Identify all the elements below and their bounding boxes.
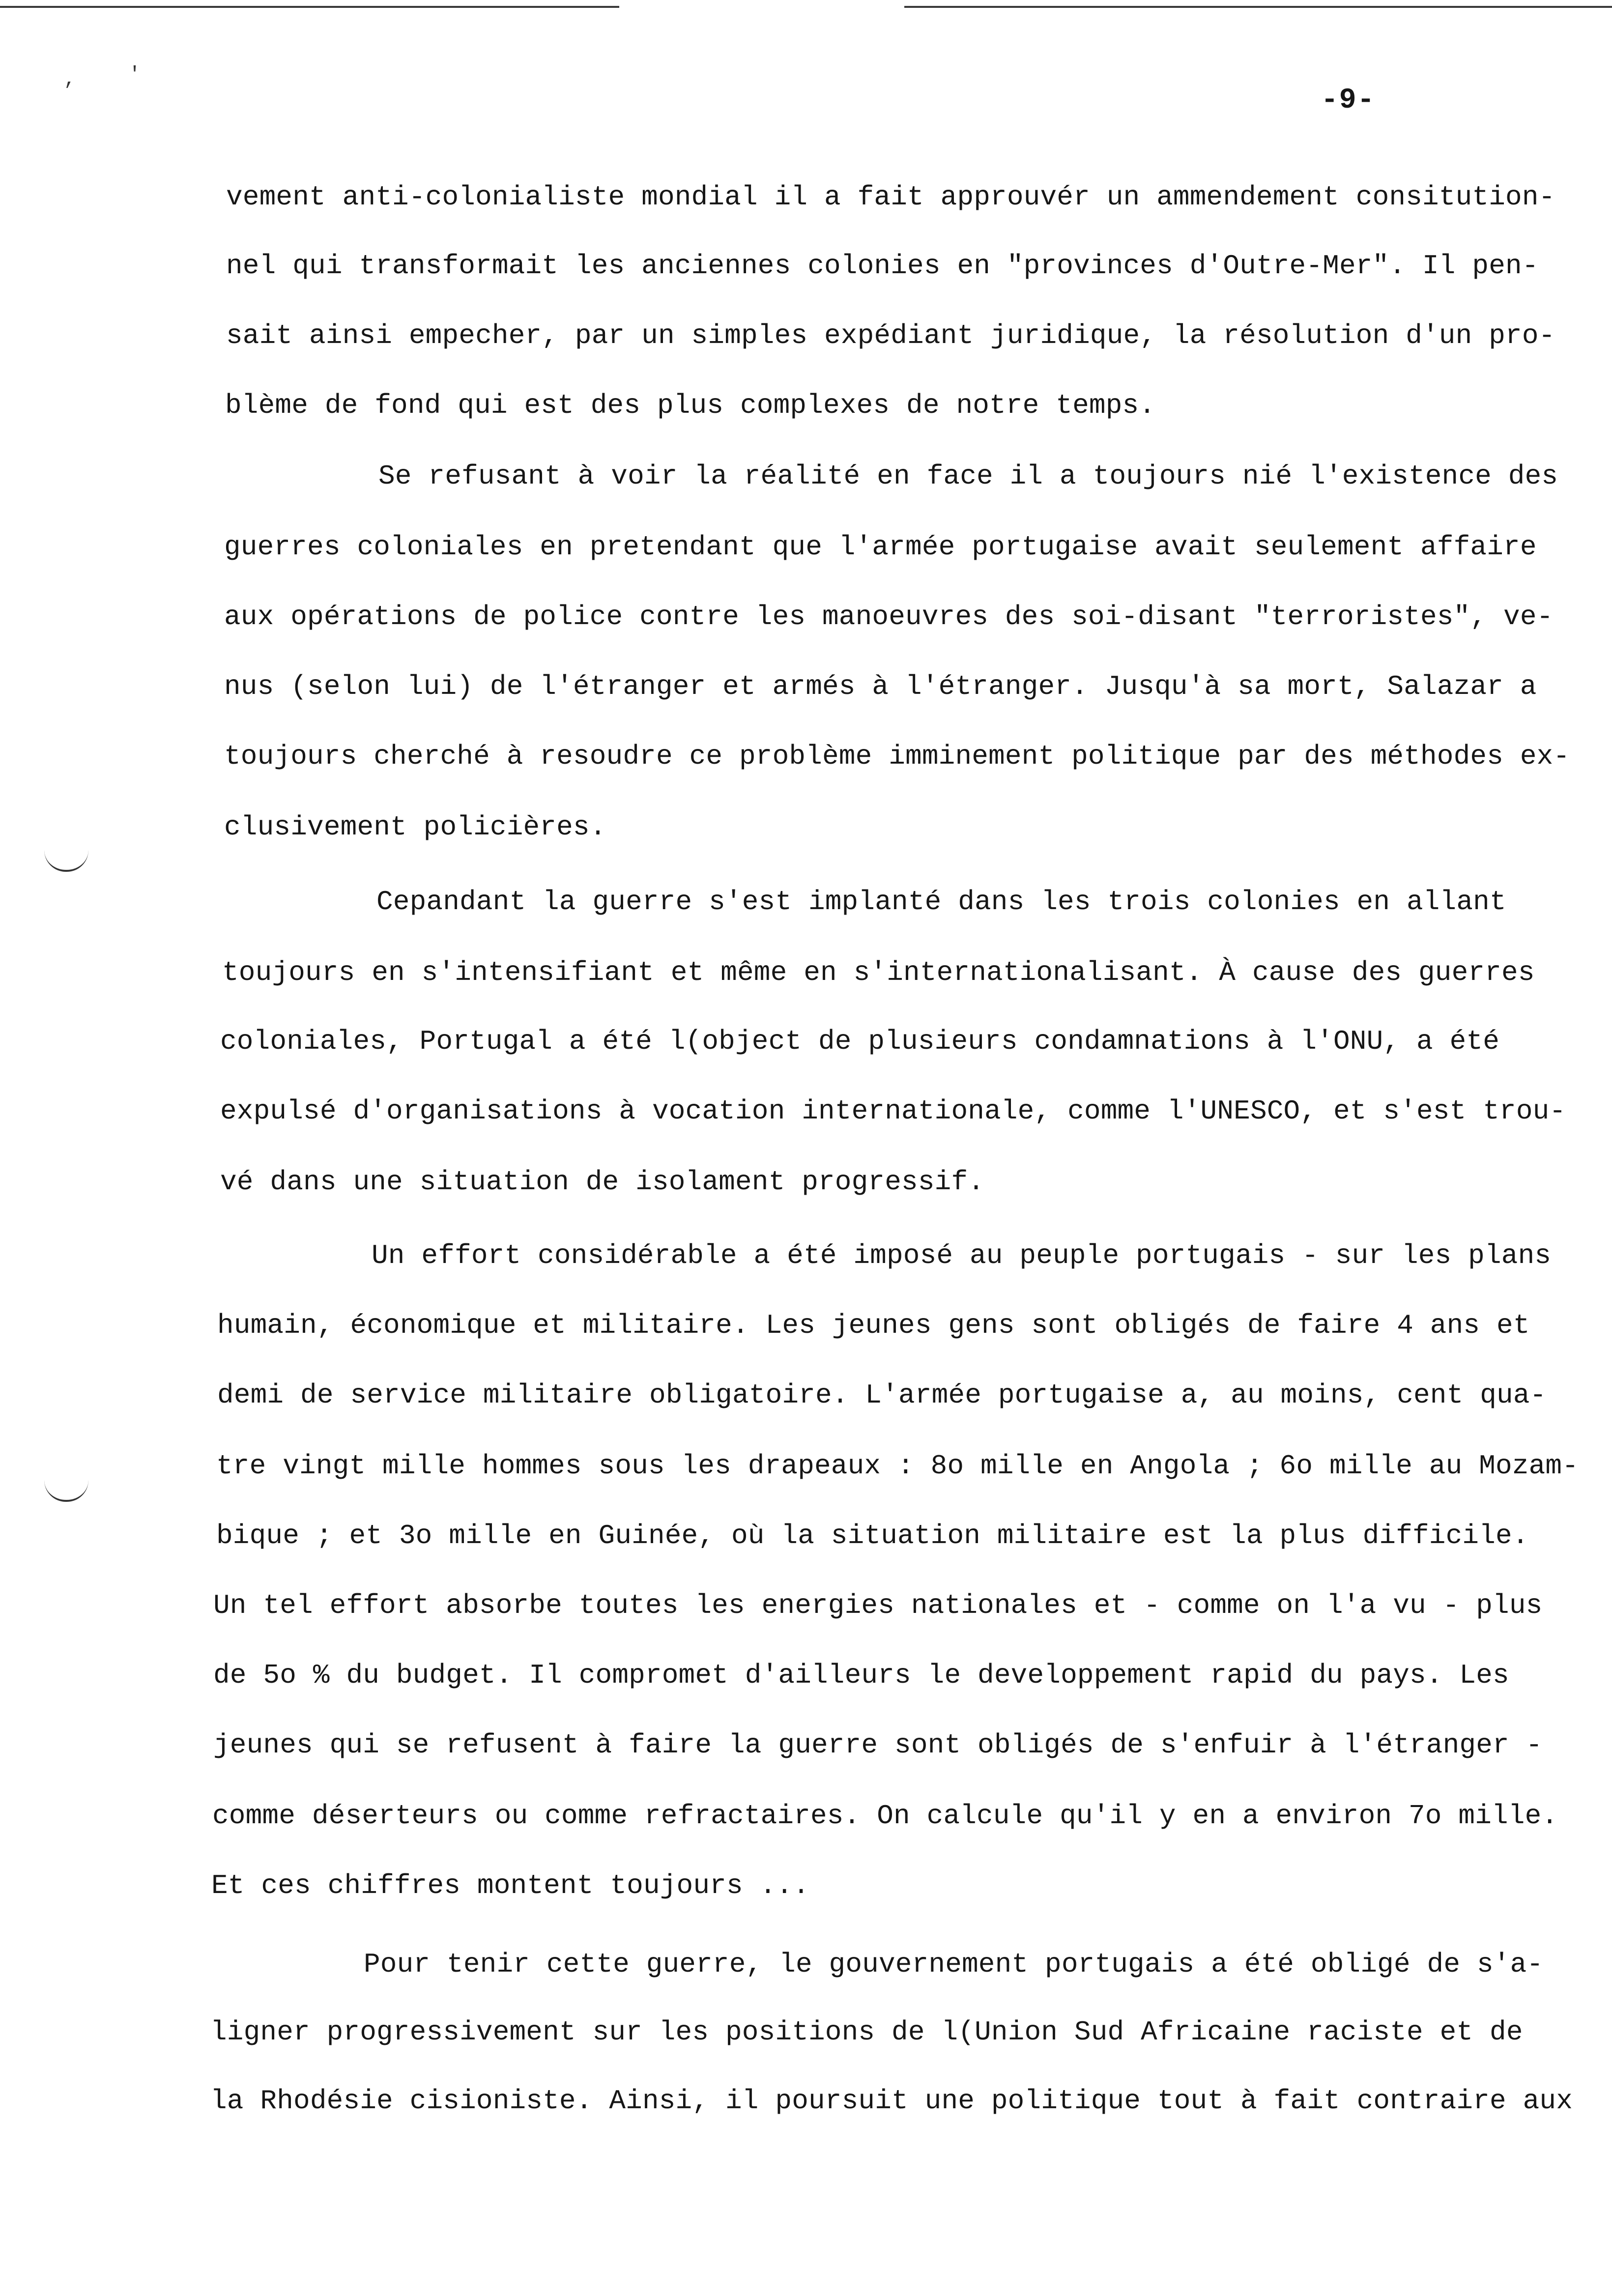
text-line: ligner progressivement sur les positions de l(Union Sud Africaine raciste et de	[210, 2016, 1523, 2048]
text-line: bique ; et 3o mille en Guinée, où la situation militaire est la plus difficile.	[216, 1520, 1529, 1551]
top-rule-right	[904, 6, 1612, 8]
text-line: expulsé d'organisations à vocation internationale, comme l'UNESCO, et s'est trou-	[220, 1095, 1566, 1127]
text-line: nus (selon lui) de l'étranger et armés à l'étranger. Jusqu'à sa mort, Salazar a	[224, 671, 1537, 702]
text-line: guerres coloniales en pretendant que l'armée portugaise avait seulement affaire	[224, 531, 1537, 563]
text-line: nel qui transformait les anciennes colonies en "provinces d'Outre-Mer". Il pen-	[226, 250, 1539, 282]
text-line: sait ainsi empecher, par un simples expédiant juridique, la résolution d'un pro-	[226, 320, 1555, 351]
paragraph-first-line: Se refusant à voir la réalité en face il a toujours nié l'existence des	[378, 460, 1558, 492]
text-line: toujours en s'intensifiant et même en s'internationalisant. À cause des guerres	[222, 957, 1535, 988]
paragraph-first-line: Cepandant la guerre s'est implanté dans les trois colonies en allant	[376, 886, 1506, 918]
text-line: clusivement policières.	[224, 811, 606, 843]
text-line: coloniales, Portugal a été l(object de plusieurs condamnations à l'ONU, a été	[220, 1026, 1500, 1057]
scan-mark: '	[129, 64, 141, 86]
text-line: demi de service militaire obligatoire. L'armée portugaise a, au moins, cent qua-	[217, 1379, 1547, 1411]
text-line: vé dans une situation de isolament progressif.	[220, 1166, 985, 1198]
paragraph-first-line: Pour tenir cette guerre, le gouvernement portugais a été obligé de s'a-	[364, 1949, 1544, 1980]
text-line: vement anti-colonialiste mondial il a fait approuvér un ammendement consitution-	[226, 181, 1555, 213]
text-line: jeunes qui se refusent à faire la guerre sont obligés de s'enfuir à l'étranger -	[213, 1729, 1543, 1761]
punch-hole-mark	[44, 850, 88, 872]
text-line: toujours cherché à resoudre ce problème imminement politique par des méthodes ex-	[224, 741, 1570, 772]
page-number: -9-	[1321, 85, 1376, 116]
text-line: comme déserteurs ou comme refractaires. On calcule qu'il y en a environ 7o mille.	[212, 1800, 1558, 1832]
text-line: Un tel effort absorbe toutes les energies nationales et - comme on l'a vu - plus	[213, 1590, 1543, 1621]
text-line: blème de fond qui est des plus complexes de notre temps.	[225, 390, 1156, 421]
punch-hole-mark	[44, 1480, 88, 1502]
text-line: la Rhodésie cisioniste. Ainsi, il poursuit une politique tout à fait contraire aux	[210, 2085, 1573, 2117]
text-line: de 5o % du budget. Il compromet d'ailleurs le developpement rapid du pays. Les	[213, 1660, 1509, 1691]
scan-mark: ,	[64, 69, 76, 91]
top-rule-left	[0, 6, 619, 8]
text-line: Et ces chiffres montent toujours ...	[211, 1870, 809, 1901]
text-line: tre vingt mille hommes sous les drapeaux : 8o mille en Angola ; 6o mille au Mozam-	[216, 1450, 1579, 1482]
paragraph-first-line: Un effort considérable a été imposé au peuple portugais - sur les plans	[372, 1240, 1552, 1271]
text-line: humain, économique et militaire. Les jeunes gens sont obligés de faire 4 ans et	[217, 1310, 1530, 1341]
text-line: aux opérations de police contre les manoeuvres des soi-disant "terroristes", ve-	[224, 601, 1554, 632]
